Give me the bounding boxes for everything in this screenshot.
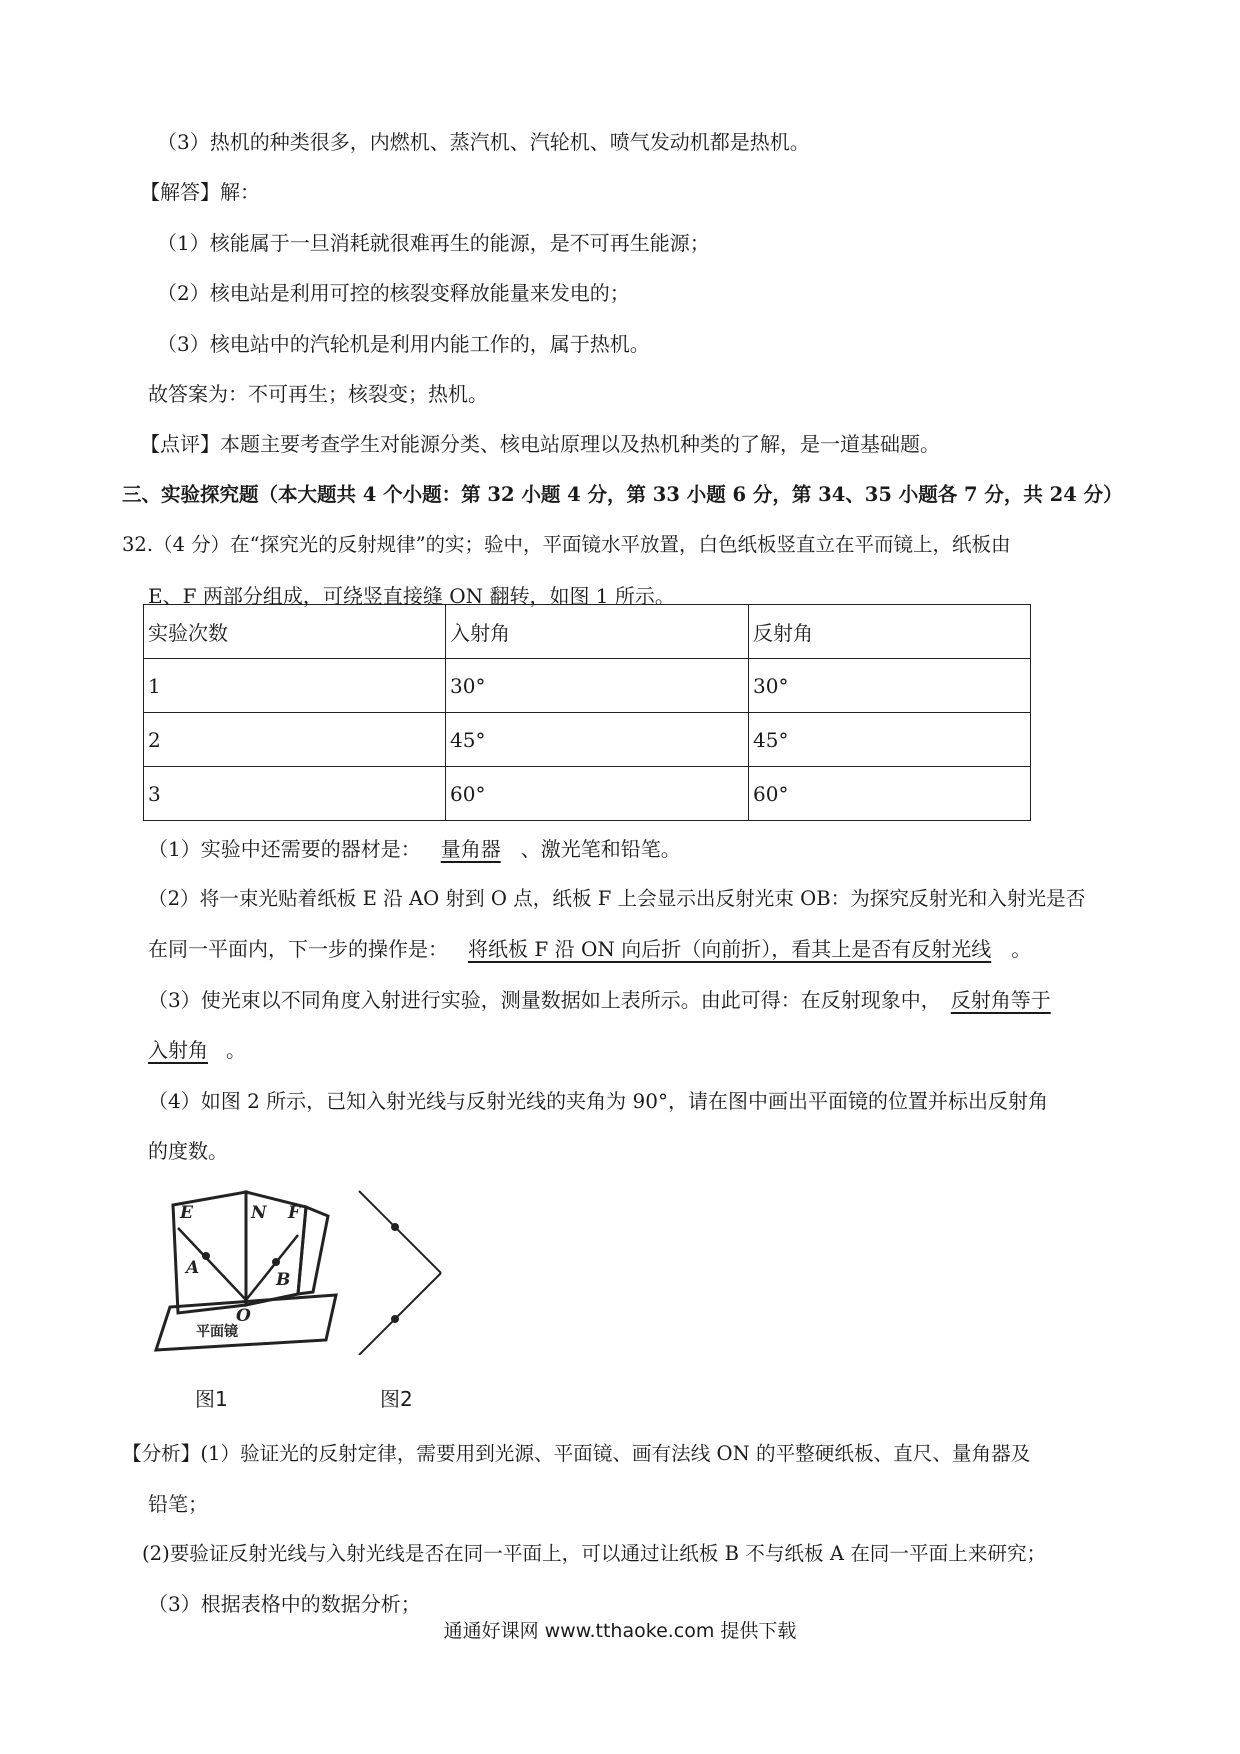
answer-3-line1 bbox=[148, 986, 1051, 1014]
answer-1-prefix: （1）实验中还需要的器材是： bbox=[148, 837, 421, 861]
label-mirror: 平面镜 bbox=[196, 1324, 238, 1340]
table-header-cell: 实验次数 bbox=[144, 605, 446, 659]
figure-2-caption: 图2 bbox=[380, 1387, 413, 1411]
line-comment: 【点评】本题主要考查学生对能源分类、核电站原理以及热机种类的了解，是一道基础题。 bbox=[140, 432, 940, 456]
section-heading: 三、实验探究题（本大题共 4 个小题：第 32 小题 4 分，第 33 小题 6 分，第 34、35 小题各 7 分，共 24 分） bbox=[122, 483, 1123, 506]
table-row bbox=[144, 659, 1031, 713]
figure-1-diagram bbox=[148, 1180, 348, 1370]
point-b bbox=[272, 1258, 280, 1266]
answer-2-line2 bbox=[148, 935, 1031, 963]
ray-point-lower bbox=[391, 1315, 399, 1323]
question-32-line2: E、F 两部分组成，可绕竖直接缝 ON 翻转，如图 1 所示。 bbox=[148, 584, 675, 608]
line-answer-summary: 故答案为：不可再生；核裂变；热机。 bbox=[148, 382, 488, 406]
answer-3-fill-b: 入射角 bbox=[148, 1038, 208, 1062]
table-cell: 3 bbox=[144, 767, 446, 821]
ray-point-upper bbox=[391, 1223, 399, 1231]
answer-1-suffix: 、激光笔和铅笔。 bbox=[520, 837, 681, 861]
answer-3-suffix: 。 bbox=[226, 1038, 246, 1062]
answer-4-line1: （4）如图 2 所示，已知入射光线与反射光线的夹角为 90°，请在图中画出平面镜的位置并标出反射角 bbox=[148, 1089, 1048, 1113]
incident-ray bbox=[359, 1191, 441, 1273]
label-e: E bbox=[180, 1203, 193, 1223]
answer-1-line bbox=[148, 835, 681, 863]
table-cell: 60° bbox=[749, 767, 1031, 821]
table-row bbox=[144, 767, 1031, 821]
line-solution-1: （1）核能属于一旦消耗就很难再生的能源，是不可再生能源； bbox=[157, 231, 710, 255]
label-a: A bbox=[186, 1258, 200, 1278]
line-solution-3: （3）核电站中的汽轮机是利用内能工作的，属于热机。 bbox=[157, 332, 650, 356]
table-cell: 45° bbox=[446, 713, 749, 767]
reflected-ray bbox=[359, 1273, 441, 1355]
experiment-table bbox=[143, 604, 1031, 821]
figure-1-caption: 图1 bbox=[195, 1387, 228, 1411]
point-a bbox=[202, 1252, 210, 1260]
table-header-cell: 反射角 bbox=[749, 605, 1031, 659]
question-32-line1: 32.（4 分）在“探究光的反射规律”的实；验中，平面镜水平放置，白色纸板竖直立在平而镜上，纸板由 bbox=[122, 533, 1011, 556]
table-cell: 1 bbox=[144, 659, 446, 713]
answer-3-line2 bbox=[148, 1036, 246, 1064]
line-solution-header: 【解答】解： bbox=[140, 180, 260, 204]
label-n: N bbox=[251, 1203, 267, 1223]
figure-2-diagram bbox=[355, 1185, 455, 1355]
answer-2-suffix: 。 bbox=[1011, 937, 1032, 961]
label-o: O bbox=[236, 1306, 251, 1326]
label-f: F bbox=[288, 1203, 301, 1223]
answer-4-line2: 的度数。 bbox=[148, 1139, 228, 1163]
analysis-line1: 【分析】(1）验证光的反射定律，需要用到光源、平面镜、画有法线 ON 的平整硬纸板、直尺、量角器及 bbox=[122, 1442, 1031, 1465]
answer-2-prefix: 在同一平面内，下一步的操作是： bbox=[148, 937, 448, 961]
analysis-line3: (2)要验证反射光线与入射光线是否在同一平面上，可以通过让纸板 B 不与纸板 A 在同一平面上来研究； bbox=[142, 1542, 1047, 1565]
table-cell: 2 bbox=[144, 713, 446, 767]
answer-3-prefix: （3）使光束以不同角度入射进行实验，测量数据如上表所示。由此可得：在反射现象中， bbox=[148, 988, 941, 1012]
table-cell: 45° bbox=[749, 713, 1031, 767]
reflected-ray-ob bbox=[246, 1235, 298, 1300]
answer-2-fill: 将纸板 F 沿 ON 向后折（向前折），看其上是否有反射光线 bbox=[468, 937, 992, 961]
table-cell: 30° bbox=[446, 659, 749, 713]
line-solution-2: （2）核电站是利用可控的核裂变释放能量来发电的； bbox=[157, 281, 630, 305]
label-b: B bbox=[276, 1270, 291, 1290]
table-header-cell: 入射角 bbox=[446, 605, 749, 659]
analysis-line2: 铅笔； bbox=[148, 1492, 208, 1516]
table-cell: 60° bbox=[446, 767, 749, 821]
answer-1-fill: 量角器 bbox=[440, 837, 501, 861]
line-heat-engine-types: （3）热机的种类很多，内燃机、蒸汽机、汽轮机、喷气发动机都是热机。 bbox=[157, 130, 810, 154]
analysis-line4: （3）根据表格中的数据分析； bbox=[148, 1592, 421, 1616]
answer-3-fill-a: 反射角等于 bbox=[950, 988, 1051, 1012]
table-header-row bbox=[144, 605, 1031, 659]
page-footer: 通通好课网 www.tthaoke.com 提供下载 bbox=[443, 1620, 797, 1642]
board-f-back bbox=[298, 1207, 328, 1294]
table-row bbox=[144, 713, 1031, 767]
answer-2-line1: （2）将一束光贴着纸板 E 沿 AO 射到 O 点，纸板 F 上会显示出反射光束 OB：为探究反射光和入射光是否 bbox=[148, 887, 1086, 910]
table-cell: 30° bbox=[749, 659, 1031, 713]
